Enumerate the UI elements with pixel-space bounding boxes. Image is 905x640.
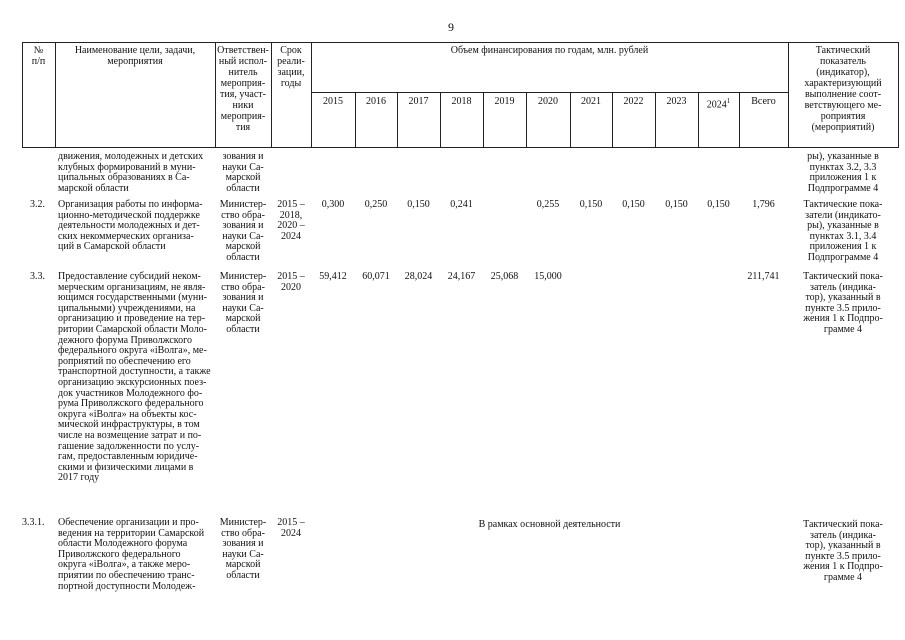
header-funding: Объем финансирования по годам, млн. рублей [450, 45, 649, 56]
row-indicator: Тактические пока- затели (индикато- ры), указанные в пунктах 3.1, 3.4 приложения 1 к Подпрограмме 4 [803, 199, 883, 263]
row-value: 28,024 [404, 271, 433, 282]
row-value: 0,300 [321, 199, 345, 210]
funding-note: В рамках основной деятельности [478, 519, 621, 530]
row-value: 0,150 [665, 199, 688, 210]
header-year: 2018 [451, 96, 472, 107]
row-number: 3.2. [30, 199, 45, 210]
header-year: 2020 [538, 96, 558, 107]
header-year: 2017 [408, 96, 429, 107]
header-total: Всего [751, 96, 776, 107]
row-value: 0,250 [364, 199, 388, 210]
header-no: № п/п [31, 45, 46, 67]
header-name: Наименование цели, задачи, мероприятия [74, 45, 196, 67]
header-top-rule [22, 42, 898, 43]
page-number: 9 [448, 20, 454, 34]
row-cont-resp: зования и науки Са- марской области [222, 151, 264, 194]
header-year: 2021 [581, 96, 601, 107]
header-term: Срок реали- зации, годы [277, 45, 305, 89]
header-indicator: Тактический показатель (индикатор), характеризующий выполнение соот- ветствующего ме- роприятия (мероприятий) [804, 45, 882, 133]
header-year: 2019 [494, 96, 515, 107]
row-name: Предоставление субсидий неком- мерческим организациям, не явля- ющимся государственными (муни- ципальными) учреждениями, на организацию и проведение на тер- ритории Самарской области Моло- дежного форума Приволжского федерального округа «iВолга», ме- роприятий по обеспечению его транспортной доступности, а также организацию экскурсионных поез- док участников Молодежного фо- рума Приволжского федерального округа «iВолга» на объекты кос- мической инфраструктуры, в том числе на возмещение затрат и по- гашение задолженности по услу- гам, предоставленным юридиче- скими и физическими лицами в 2017 году [58, 271, 211, 484]
row-value: 0,150 [579, 199, 603, 210]
row-term: 2015 – 2024 [277, 517, 305, 539]
header-responsible: Ответствен- ный испол- нитель мероприя- тия, участ- ники мероприя- тия [217, 45, 269, 133]
row-total: 1,796 [752, 199, 775, 210]
row-value: 24,167 [447, 271, 476, 282]
row-resp: Министер- ство обра- зования и науки Са- марской области [219, 271, 267, 335]
header-year: 2016 [366, 96, 386, 107]
row-term: 2015 – 2020 [277, 271, 305, 293]
row-value: 0,241 [450, 199, 473, 210]
row-value: 15,000 [534, 271, 562, 282]
row-cont-name: движения, молодежных и детских клубных формирований в муни- ципальных образованиях в Са- марской области [58, 151, 204, 194]
row-indicator: Тактический пока- затель (индика- тор), указанный в пункте 3.5 прило- жения 1 к Подпро- грамме 4 [803, 519, 883, 583]
row-value: 60,071 [362, 271, 390, 282]
col-rule [311, 42, 312, 148]
row-value: 0,255 [536, 199, 560, 210]
row-name: Обеспечение организации и про- ведения на территории Самарской области Молодежного форума Приволжского федерального округа «iВолга», а также меро- приятии по обеспечению транс- портной доступности Молодеж- [58, 517, 205, 592]
row-term: 2015 – 2018, 2020 – 2024 [277, 199, 305, 242]
header-year-2024: 2024$^1$ [706, 97, 731, 111]
row-value: 0,150 [622, 199, 645, 210]
row-value: 59,412 [319, 271, 347, 282]
header-bottom-rule [22, 147, 898, 148]
row-value: 25,068 [490, 271, 519, 282]
row-resp: Министер- ство обра- зования и науки Са- марской области [219, 199, 267, 263]
row-number: 3.3.1. [22, 517, 45, 528]
row-total: 211,741 [747, 271, 780, 282]
row-number: 3.3. [30, 271, 45, 282]
row-value: 0,150 [407, 199, 430, 210]
row-value: 0,150 [707, 199, 730, 210]
row-cont-indicator: ры), указанные в пунктах 3.2, 3.3 приложения 1 к Подпрограмме 4 [807, 151, 879, 194]
header-year: 2023 [666, 96, 687, 107]
footnote-mark: 1 [726, 97, 731, 105]
header-years-rule [311, 92, 788, 93]
row-name: Организация работы по информа- ционно-методической поддержке деятельности молодежных и дет- ских некоммерческих организа- ций в Самарской области [58, 199, 203, 253]
header-year: 2015 [323, 96, 343, 107]
header-year: 2022 [623, 96, 644, 107]
row-indicator: Тактический пока- затель (индика- тор), указанный в пункте 3.5 прило- жения 1 к Подпро- грамме 4 [803, 271, 883, 335]
row-resp: Министер- ство обра- зования и науки Са- марской области [219, 517, 267, 581]
col-rule [898, 42, 899, 148]
